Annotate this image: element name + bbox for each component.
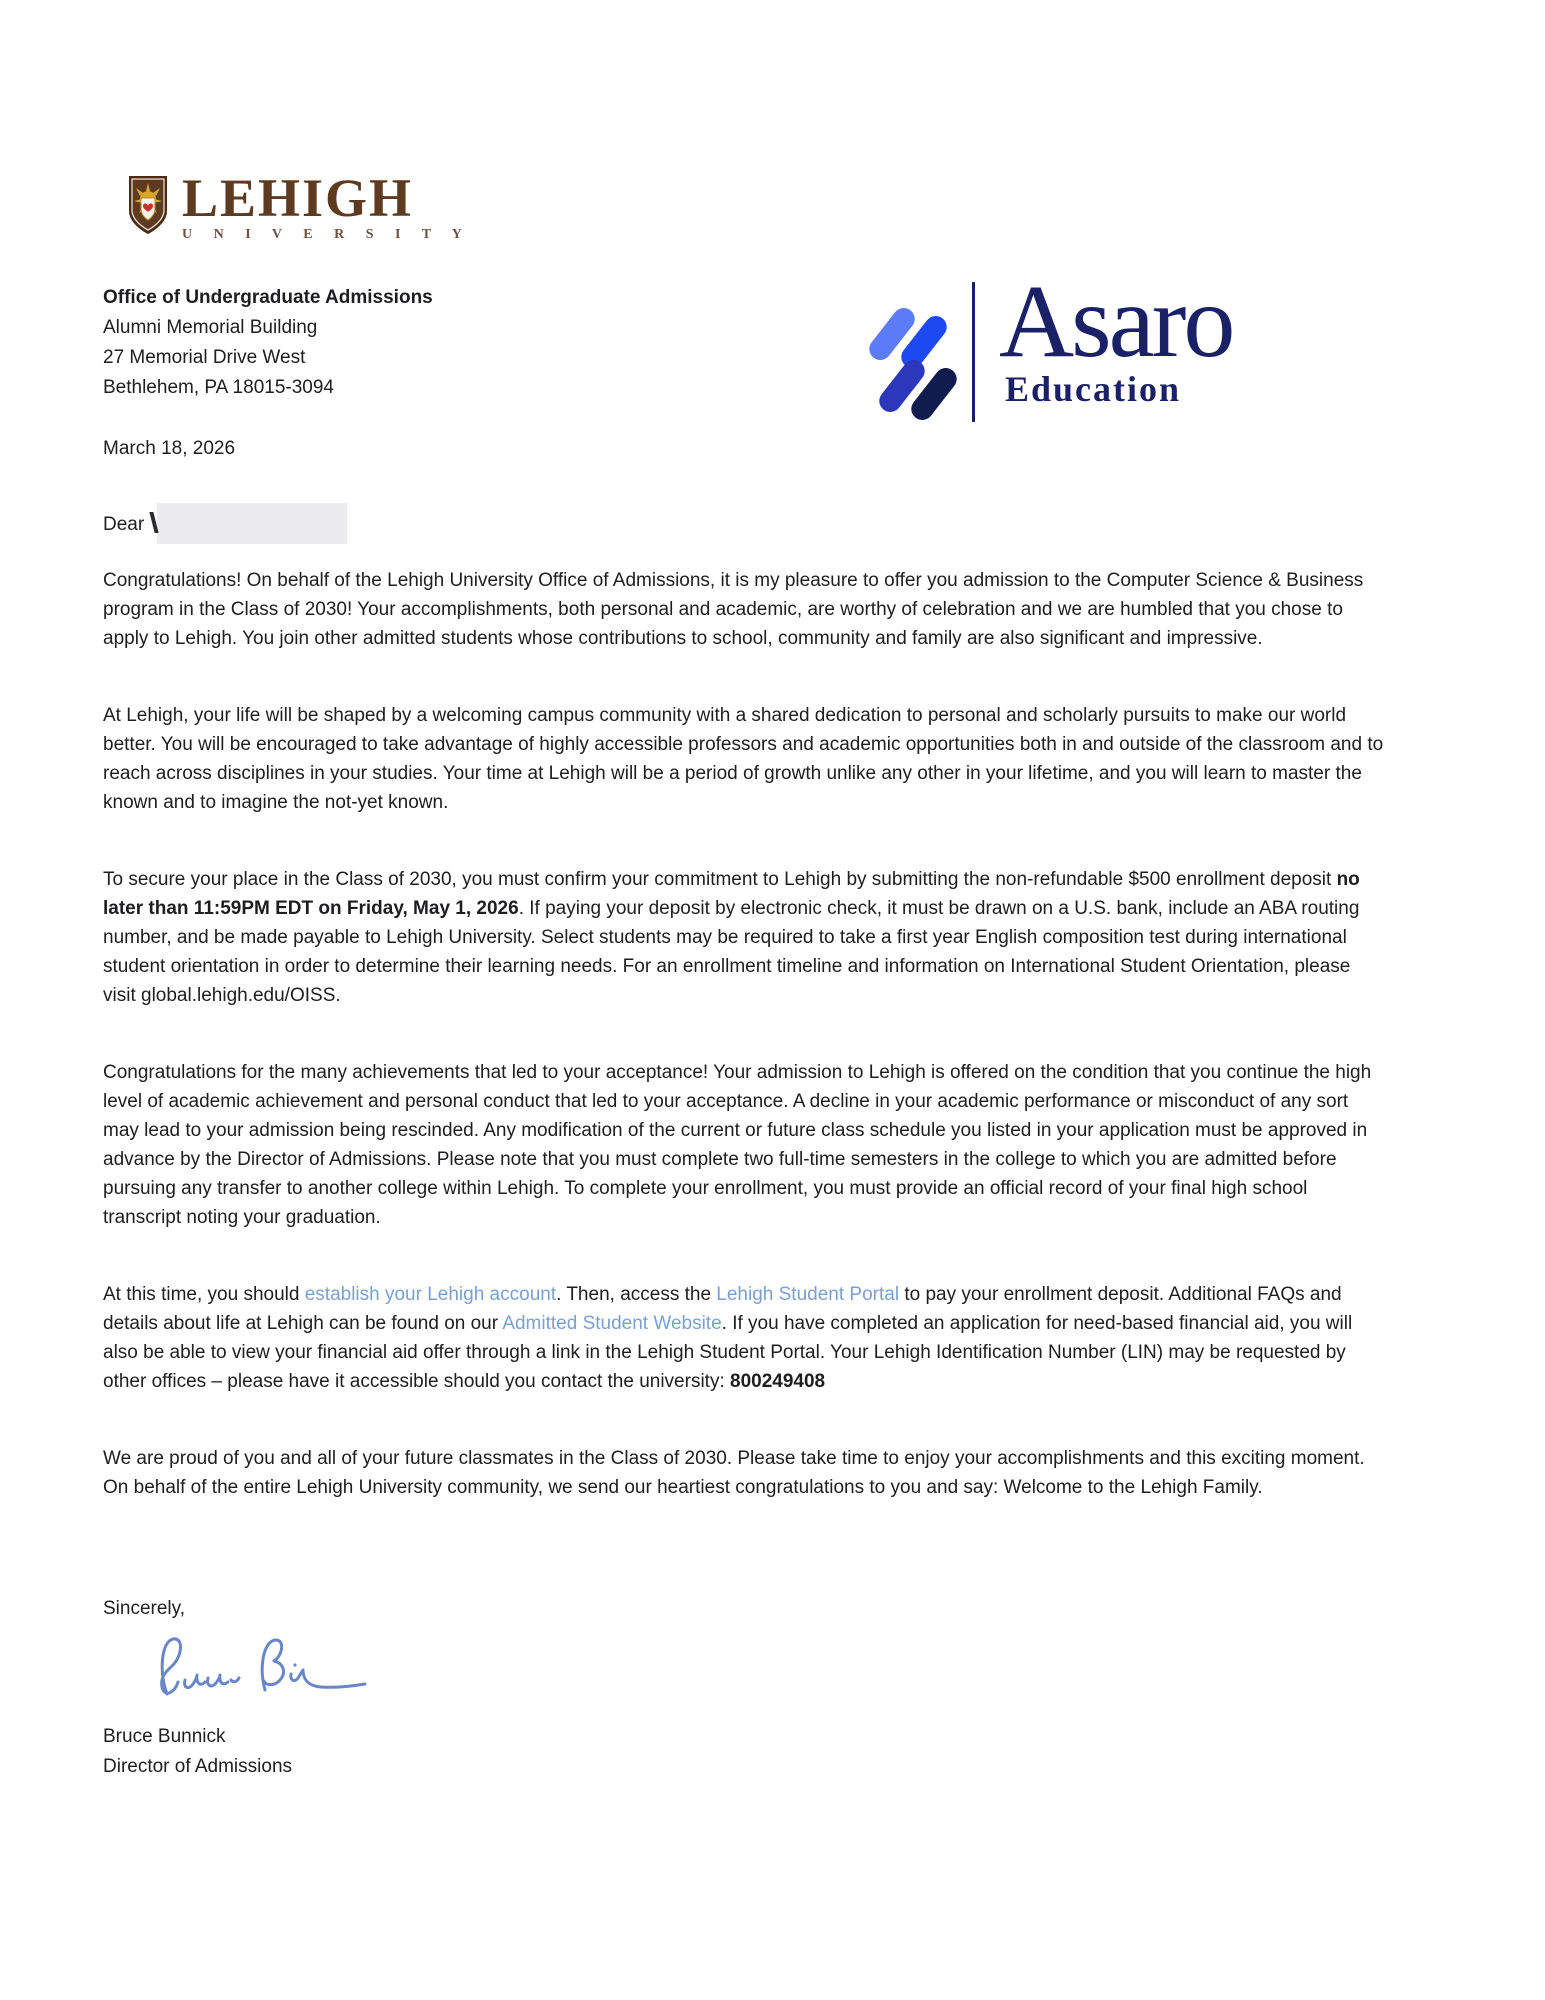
paragraph-offer	[103, 566, 1388, 653]
inline-link[interactable]: establish your Lehigh account	[304, 1284, 557, 1305]
text-segment: We are proud of you and all of your future classmates in the Class of 2030. Please take time to enjoy your accomplishments and this exciting moment. On behalf of the entire Lehigh University community, we send our heartiest congratulations to you and say: Welcome to the Lehigh Family.	[103, 1448, 1365, 1498]
address-line: Bethlehem, PA 18015-3094	[103, 377, 334, 398]
text-segment: Congratulations! On behalf of the Lehigh University Office of Admissions, it is my pleasure to offer you admission to the Computer Science & Business program in the Class of 2030! Your accomplishments, both personal and academic, are worthy of celebration and we are humbled that you chose to apply to Lehigh. You join other admitted students whose contributions to school, community and family are also significant and impressive.	[103, 570, 1364, 649]
salutation-prefix: Dear	[103, 514, 145, 535]
asaro-education-logo	[868, 264, 1233, 422]
lehigh-wordmark	[182, 168, 471, 243]
letter-date: March 18, 2026	[103, 438, 236, 459]
sender-address-block	[103, 283, 433, 403]
lehigh-wordmark-subtext: U N I V E R S I T Y	[182, 227, 471, 242]
paragraph-campus	[103, 701, 1388, 817]
text-segment: To secure your place in the Class of 2030, you must confirm your commitment to Lehigh by submitting the non-refundable $500 enrollment deposit	[103, 869, 1337, 890]
handwritten-signature	[145, 1630, 380, 1715]
text-segment: . If paying your deposit by electronic check, it must be drawn on a U.S. bank, include an ABA routing number, and be made payable to Lehigh University. Select students may be required to take a first year English composition test during international student orientation in order to determine their learning needs. For an enrollment timeline and information on International Student Orientation, please visit global.lehigh.edu/OISS.	[103, 898, 1360, 1006]
text-segment: 800249408	[730, 1371, 826, 1392]
address-line: 27 Memorial Drive West	[103, 347, 306, 368]
text-segment: to pay your enrollment deposit. Additional FAQs and details about life at Lehigh can be found on our	[103, 1284, 1342, 1334]
asaro-wordmark	[999, 264, 1233, 409]
paragraph-welcome	[103, 1444, 1388, 1502]
closing-sincerely: Sincerely,	[103, 1598, 186, 1619]
text-segment: . If you have completed an application for need-based financial aid, you will also be able to view your financial aid offer through a link in the Lehigh Student Portal. Your Lehigh Identification Number (LIN) may be requested by other offices – please have it accessible should you contact the university:	[103, 1313, 1353, 1392]
asaro-subtitle-text: Education	[1005, 369, 1182, 409]
paragraph-next-steps	[103, 1280, 1388, 1396]
lehigh-university-logo	[128, 168, 471, 243]
text-segment: At this time, you should	[103, 1284, 305, 1305]
signer-title: Director of Admissions	[103, 1756, 293, 1777]
paragraph-conditions	[103, 1058, 1388, 1232]
text-segment: no later than 11:59PM EDT on Friday, May 1, 2026	[103, 869, 1360, 919]
letter-body	[103, 566, 1388, 1550]
paragraph-deposit-deadline	[103, 865, 1388, 1010]
lehigh-wordmark-text: LEHIGH	[182, 168, 414, 228]
text-segment: . Then, access the	[556, 1284, 717, 1305]
address-line: Alumni Memorial Building	[103, 317, 318, 338]
text-segment: Congratulations for the many achievements that led to your acceptance! Your admission to Lehigh is offered on the condition that you continue the high level of academic achievement and personal conduct that led to your acceptance. A decline in your academic performance or misconduct of any sort may lead to your admission being rescinded. Any modification of the current or future class schedule you listed in your application must be approved in advance by the Director of Admissions. Please note that you must complete two full-time semesters in the college to which you are admitted before pursuing any transfer to another college within Lehigh. To complete your enrollment, you must provide an official record of your final high school transcript noting your graduation.	[103, 1062, 1372, 1228]
salutation	[103, 503, 347, 544]
asaro-logo-divider	[972, 282, 975, 422]
redacted-recipient-name	[157, 503, 347, 544]
signer-name: Bruce Bunnick	[103, 1726, 226, 1747]
inline-link[interactable]: Admitted Student Website	[502, 1313, 722, 1334]
inline-link[interactable]: Lehigh Student Portal	[716, 1284, 900, 1305]
lehigh-shield-icon	[128, 175, 168, 235]
asaro-slashes-icon	[868, 298, 960, 422]
asaro-name-text: Asaro	[999, 264, 1233, 379]
text-segment: At Lehigh, your life will be shaped by a welcoming campus community with a shared dedication to personal and scholarly pursuits to make our world better. You will be encouraged to take advantage of highly accessible professors and academic opportunities both in and outside of the classroom and to reach across disciplines in your studies. Your time at Lehigh will be a period of growth unlike any other in your lifetime, and you will learn to master the known and to imagine the not-yet known.	[103, 705, 1384, 813]
office-name: Office of Undergraduate Admissions	[103, 287, 433, 308]
